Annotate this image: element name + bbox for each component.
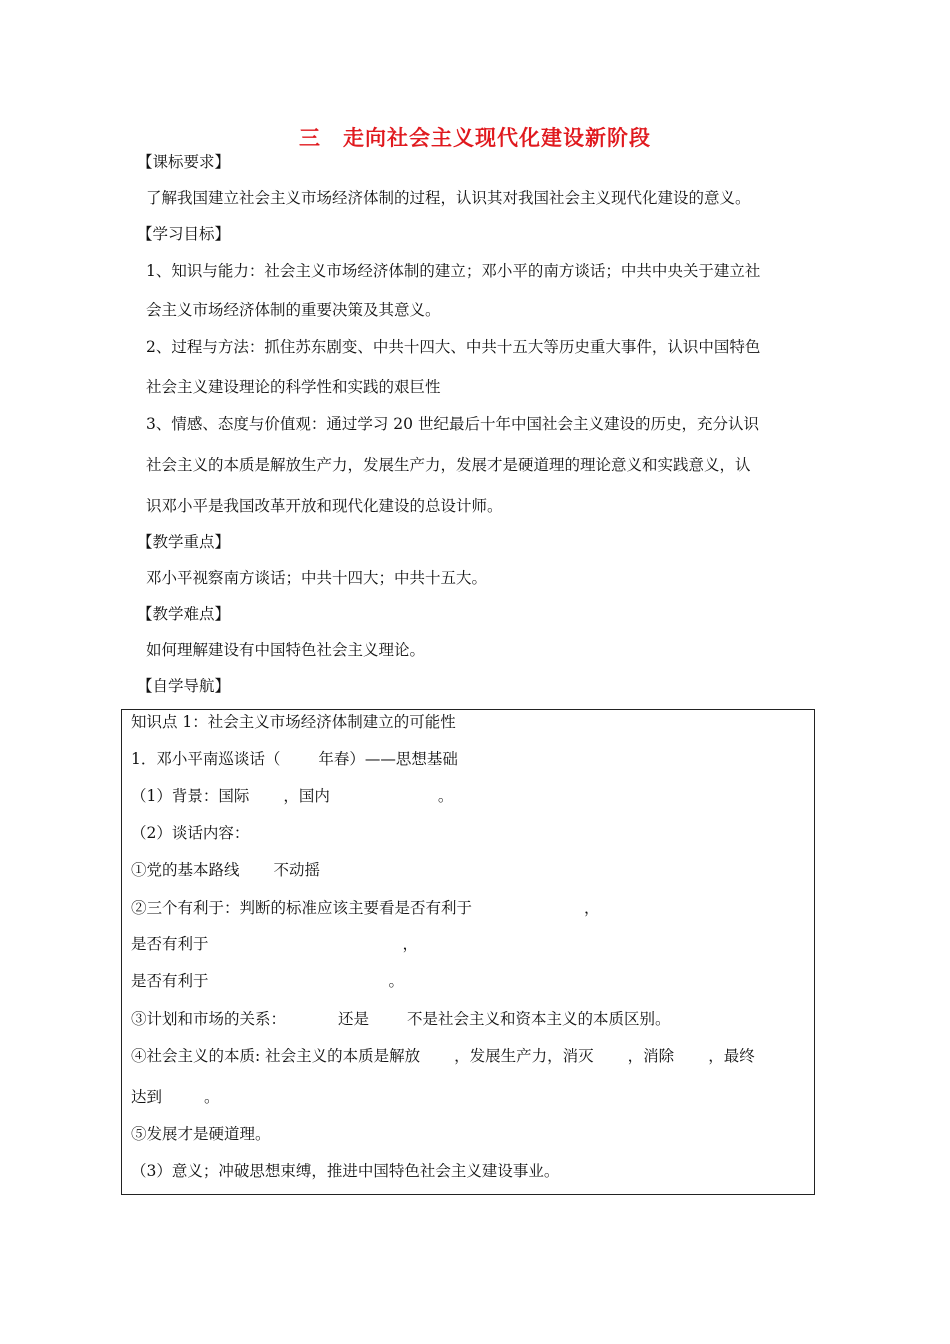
section-heading-difficulties: 【教学难点】 [137, 605, 231, 623]
benefit-3-text-b: 。 [388, 972, 405, 990]
benefit-2-text-b: ， [402, 935, 419, 953]
essence-cont-text-b: 。 [204, 1088, 220, 1106]
item-1-text-b: 年春）——思想基础 [318, 750, 458, 768]
essence-line-2 [131, 1087, 220, 1107]
significance-line: （3）意义；冲破思想束缚，推进中国特色社会主义建设事业。 [131, 1162, 560, 1180]
difficulties-text: 如何理解建设有中国特色社会主义理论。 [146, 641, 426, 659]
background-line [131, 786, 453, 806]
development-line: ⑤发展才是硬道理。 [131, 1125, 271, 1143]
page-title: 三 走向社会主义现代化建设新阶段 [299, 125, 651, 150]
item-1-line [131, 749, 458, 769]
basic-line-item [131, 860, 320, 880]
plan-market-text-a: ③计划和市场的关系： [131, 1010, 287, 1028]
essence-text-c: ，消除 [627, 1047, 675, 1065]
goal-2-line-2: 社会主义建设理论的科学性和实践的艰巨性 [146, 378, 441, 396]
essence-cont-text-a: 达到 [131, 1088, 163, 1106]
section-heading-self-study: 【自学导航】 [137, 677, 231, 695]
key-points-text: 邓小平视察南方谈话；中共十四大；中共十五大。 [146, 569, 488, 587]
background-text-c: 。 [437, 787, 454, 805]
background-text-a: （1）背景：国际 [131, 787, 250, 805]
benefit-2-text-a: 是否有利于 [131, 935, 209, 953]
background-text-b: ，国内 [283, 787, 330, 805]
section-heading-key-points: 【教学重点】 [137, 533, 231, 551]
plan-market-line [131, 1009, 671, 1029]
essence-text-b: ，发展生产力，消灭 [454, 1047, 594, 1065]
three-benefits-line [131, 898, 600, 918]
talk-content-heading: （2）谈话内容： [131, 824, 250, 842]
goal-1-line-1: 1、知识与能力：社会主义市场经济体制的建立；邓小平的南方谈话；中共中央关于建立社 [146, 262, 761, 280]
benefit-3-line [131, 971, 404, 991]
goal-3-line-1: 3、情感、态度与价值观：通过学习 20 世纪最后十年中国社会主义建设的历史，充分认识 [146, 415, 759, 433]
essence-text-d: ，最终 [708, 1047, 755, 1065]
standard-text: 了解我国建立社会主义市场经济体制的过程，认识其对我国社会主义现代化建设的意义。 [146, 189, 751, 207]
goal-3-line-3: 识邓小平是我国改革开放和现代化建设的总设计师。 [146, 497, 503, 515]
three-benefits-text-b: ， [584, 899, 600, 917]
goal-1-line-2: 会主义市场经济体制的重要决策及其意义。 [146, 301, 441, 319]
three-benefits-text-a: ②三个有利于：判断的标准应该主要看是否有利于 [131, 899, 473, 917]
goal-2-line-1: 2、过程与方法：抓住苏东剧变、中共十四大、中共十五大等历史重大事件，认识中国特色 [146, 338, 761, 356]
essence-text-a: ④社会主义的本质: 社会主义的本质是解放 [131, 1047, 421, 1065]
benefit-3-text-a: 是否有利于 [131, 972, 209, 990]
plan-market-text-c: 不是社会主义和资本主义的本质区别。 [407, 1010, 671, 1028]
basic-line-text-a: ①党的基本路线 [131, 861, 240, 879]
section-heading-standard: 【课标要求】 [137, 153, 231, 171]
goal-3-line-2: 社会主义的本质是解放生产力，发展生产力，发展才是硬道理的理论意义和实践意义，认 [146, 456, 751, 474]
plan-market-text-b: 还是 [338, 1010, 370, 1028]
knowledge-point-1: 知识点 1：社会主义市场经济体制建立的可能性 [131, 713, 456, 731]
essence-line [131, 1046, 755, 1066]
section-heading-goals: 【学习目标】 [137, 225, 231, 243]
benefit-2-line [131, 934, 418, 954]
basic-line-text-b: 不动摇 [273, 861, 321, 879]
item-1-text-a: 1．邓小平南巡谈话（ [131, 750, 281, 768]
